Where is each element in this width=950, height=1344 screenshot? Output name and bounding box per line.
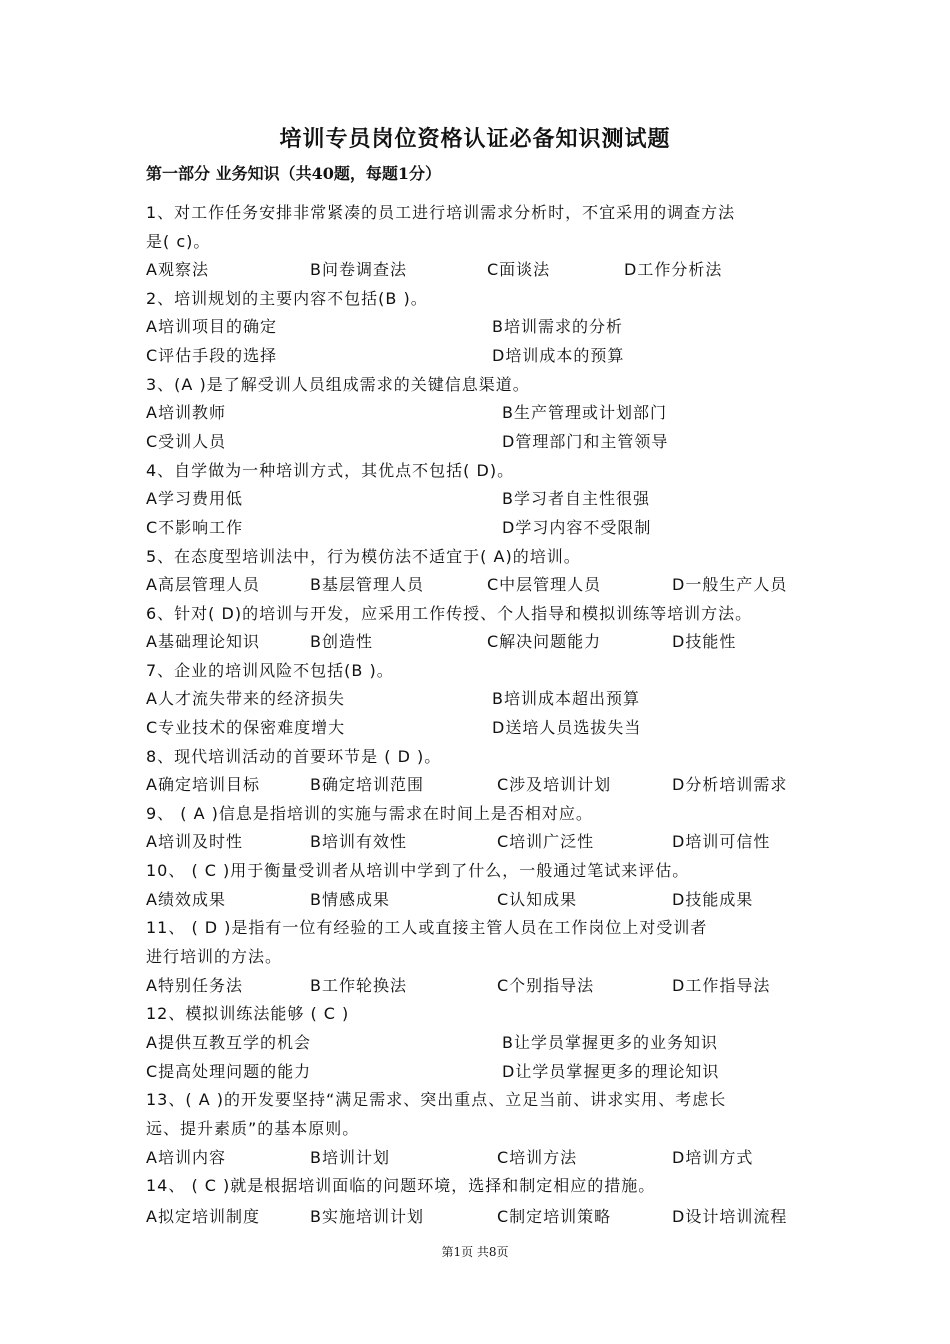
- answer-option: A培训内容: [146, 1148, 226, 1167]
- answer-option: D工作指导法: [672, 976, 771, 995]
- answer-option: B培训有效性: [310, 832, 407, 851]
- answer-option: D让学员掌握更多的理论知识: [502, 1062, 720, 1081]
- answer-option: C个别指导法: [497, 976, 595, 995]
- answer-option: D设计培训流程: [672, 1207, 788, 1226]
- answer-option: D培训方式: [672, 1148, 754, 1167]
- answer-option: B让学员掌握更多的业务知识: [502, 1033, 718, 1052]
- answer-option: C认知成果: [497, 890, 578, 909]
- answer-option: D一般生产人员: [672, 575, 788, 594]
- answer-option: B生产管理或计划部门: [502, 403, 667, 422]
- answer-option: C受训人员: [146, 432, 227, 451]
- question-text: 5、在态度型培训法中，行为模仿法不适宜于( A)的培训。: [146, 547, 581, 566]
- answer-option: A确定培训目标: [146, 775, 260, 794]
- question-text: 7、企业的培训风险不包括(B )。: [146, 661, 394, 680]
- answer-option: D培训成本的预算: [492, 346, 625, 365]
- answer-option: A特别任务法: [146, 976, 243, 995]
- answer-option: C专业技术的保密难度增大: [146, 718, 346, 737]
- answer-option: B培训需求的分析: [492, 317, 623, 336]
- answer-option: D培训可信性: [672, 832, 771, 851]
- answer-option: C评估手段的选择: [146, 346, 278, 365]
- section-heading: 第一部分 业务知识（共40题，每题1分）: [146, 164, 441, 183]
- answer-option: D技能成果: [672, 890, 754, 909]
- answer-option: D分析培训需求: [672, 775, 788, 794]
- answer-option: B培训成本超出预算: [492, 689, 640, 708]
- answer-option: C制定培训策略: [497, 1207, 612, 1226]
- answer-option: A培训及时性: [146, 832, 243, 851]
- answer-option: C培训方法: [497, 1148, 578, 1167]
- question-text: 8、现代培训活动的首要环节是 ( D )。: [146, 747, 442, 766]
- answer-option: A培训教师: [146, 403, 226, 422]
- answer-option: D工作分析法: [624, 260, 723, 279]
- answer-option: D学习内容不受限制: [502, 518, 652, 537]
- answer-option: A人才流失带来的经济损失: [146, 689, 345, 708]
- question-text: 远、提升素质”的基本原则。: [146, 1119, 360, 1138]
- question-text: 13、( A )的开发要坚持“满足需求、突出重点、立足当前、讲求实用、考虑长: [146, 1090, 727, 1109]
- question-text: 是( c)。: [146, 232, 211, 251]
- answer-option: B问卷调查法: [310, 260, 407, 279]
- answer-option: B基层管理人员: [310, 575, 424, 594]
- answer-option: D技能性: [672, 632, 737, 651]
- question-text: 2、培训规划的主要内容不包括(B )。: [146, 289, 428, 308]
- answer-option: A观察法: [146, 260, 209, 279]
- question-text: 9、 ( A )信息是指培训的实施与需求在时间上是否相对应。: [146, 804, 593, 823]
- question-text: 10、 ( C )用于衡量受训者从培训中学到了什么，一般通过笔试来评估。: [146, 861, 690, 880]
- document-title: 培训专员岗位资格认证必备知识测试题: [279, 126, 671, 152]
- page-footer: 第1页 共8页: [441, 1245, 509, 1259]
- question-text: 1、对工作任务安排非常紧凑的员工进行培训需求分析时，不宜采用的调查方法: [146, 203, 736, 222]
- answer-option: D管理部门和主管领导: [502, 432, 669, 451]
- question-text: 进行培训的方法。: [146, 947, 283, 966]
- answer-option: B培训计划: [310, 1148, 390, 1167]
- question-text: 4、自学做为一种培训方式，其优点不包括( D)。: [146, 461, 515, 480]
- answer-option: B确定培训范围: [310, 775, 424, 794]
- question-text: 6、针对( D)的培训与开发，应采用工作传授、个人指导和模拟训练等培训方法。: [146, 604, 753, 623]
- answer-option: A学习费用低: [146, 489, 243, 508]
- answer-option: A培训项目的确定: [146, 317, 277, 336]
- answer-option: B创造性: [310, 632, 373, 651]
- answer-option: B学习者自主性很强: [502, 489, 650, 508]
- question-text: 11、 ( D )是指有一位有经验的工人或直接主管人员在工作岗位上对受训者: [146, 918, 708, 937]
- answer-option: C提高处理问题的能力: [146, 1062, 312, 1081]
- answer-option: C培训广泛性: [497, 832, 595, 851]
- answer-option: B实施培训计划: [310, 1207, 424, 1226]
- answer-option: A基础理论知识: [146, 632, 260, 651]
- answer-option: A拟定培训制度: [146, 1207, 260, 1226]
- answer-option: B情感成果: [310, 890, 390, 909]
- answer-option: C不影响工作: [146, 518, 244, 537]
- question-text: 14、 ( C )就是根据培训面临的问题环境，选择和制定相应的措施。: [146, 1176, 656, 1195]
- question-text: 12、模拟训练法能够 ( C ): [146, 1004, 350, 1023]
- answer-option: C面谈法: [487, 260, 551, 279]
- question-text: 3、(A )是了解受训人员组成需求的关键信息渠道。: [146, 375, 530, 394]
- answer-option: A高层管理人员: [146, 575, 260, 594]
- answer-option: A绩效成果: [146, 890, 226, 909]
- answer-option: D送培人员选拔失当: [492, 718, 642, 737]
- answer-option: C解决问题能力: [487, 632, 602, 651]
- answer-option: B工作轮换法: [310, 976, 407, 995]
- answer-option: C涉及培训计划: [497, 775, 612, 794]
- answer-option: A提供互教互学的机会: [146, 1033, 311, 1052]
- answer-option: C中层管理人员: [487, 575, 602, 594]
